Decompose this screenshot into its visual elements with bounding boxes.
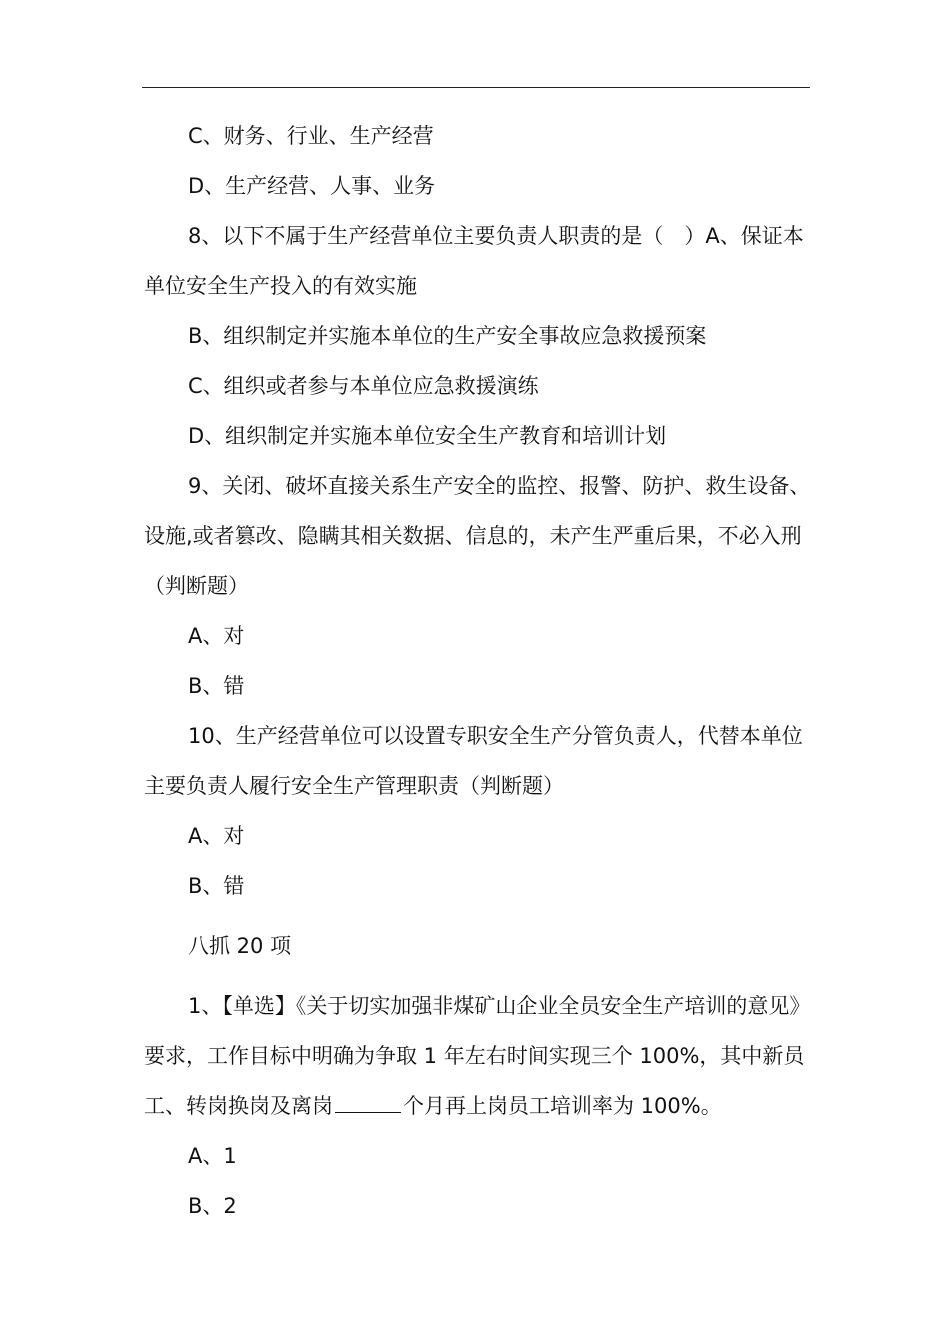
- header-rule: [142, 87, 810, 88]
- q8-option-d: D、组织制定并实施本单位安全生产教育和培训计划: [188, 424, 667, 448]
- section-q1-text-before: 1、【单选】《关于切实加强非煤矿山企业全员安全生产培训的意见》要求，工作目标中明确为争取 1 年左右时间实现三个 100%，其中新员工、转岗换岗及离岗: [144, 994, 811, 1118]
- q7-option-c: C、财务、行业、生产经营: [188, 124, 434, 148]
- q9-option-a: A、对: [188, 624, 245, 648]
- q8-option-b: B、组织制定并实施本单位的生产安全事故应急救援预案: [188, 324, 707, 348]
- section-q1-question: [144, 981, 812, 1131]
- section-q1-text-after: 个月再上岗员工培训率为 100%。: [403, 1094, 722, 1118]
- q8-question: 8、以下不属于生产经营单位主要负责人职责的是（ ）A、保证本单位安全生产投入的有效实施: [144, 224, 804, 298]
- section-q1-option-a: A、1: [188, 1144, 237, 1168]
- section-q1-option-b: B、2: [188, 1194, 237, 1218]
- section-spacer-2: [144, 971, 812, 981]
- q10-question: 10、生产经营单位可以设置专职安全生产分管负责人，代替本单位主要负责人履行安全生产管理职责（判断题）: [144, 724, 803, 798]
- section-heading: 八抓 20 项: [188, 934, 292, 958]
- q10-option-a: A、对: [188, 824, 245, 848]
- fill-in-blank: [335, 1094, 401, 1113]
- q9-option-b: B、错: [188, 674, 245, 698]
- q8-option-c: C、组织或者参与本单位应急救援演练: [188, 374, 539, 398]
- section-spacer: [144, 911, 812, 921]
- q7-option-d: D、生产经营、人事、业务: [188, 174, 436, 198]
- q10-option-b: B、错: [188, 874, 245, 898]
- q9-question: 9、关闭、破坏直接关系生产安全的监控、报警、防护、救生设备、设施,或者篡改、隐瞒其相关数据、信息的，未产生严重后果，不必入刑（判断题）: [144, 474, 811, 598]
- document-body: [144, 111, 812, 1231]
